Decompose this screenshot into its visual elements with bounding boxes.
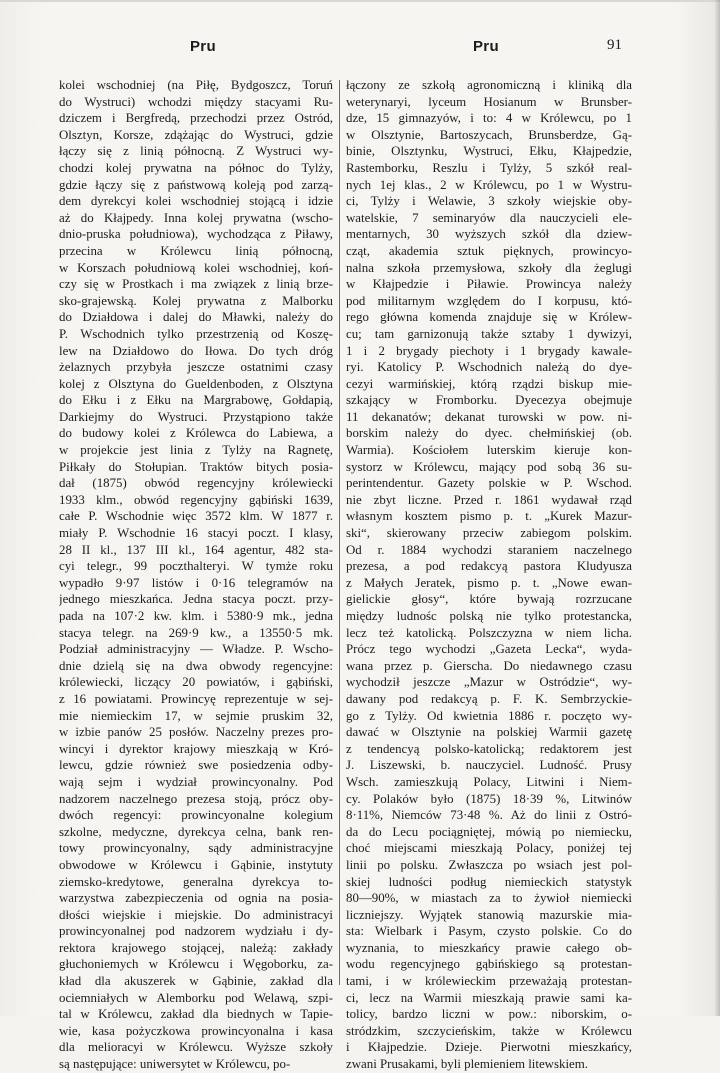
text-line: chodzi kolej prywatna na północ do Tylży, <box>59 160 333 175</box>
text-line: dawać w Olsztynie na polskiej Warmii gazetę <box>346 725 632 740</box>
text-line: obwodowe w Królewcu i Gąbinie, instytuty <box>59 857 333 872</box>
text-line: warzystwa zabezpieczenia od ognia na posia- <box>59 891 333 906</box>
top-edge <box>0 0 720 2</box>
text-line: całe P. Wschodnie więc 3572 klm. W 1877 r. <box>59 509 333 524</box>
text-line: 11 dekanatów; dekanat turowski w pow. ni- <box>346 409 632 424</box>
text-line: wypadło 9·97 listów i 0·16 telegramów na <box>59 575 333 590</box>
text-line: łączony ze szkołą agronomiczną i kliniką dla <box>346 78 632 92</box>
text-line: wincyi i dyrektor krajowy mieszkają w Kró- <box>59 741 333 756</box>
text-line: binie, Olsztynku, Wystruci, Ełku, Kłajpedzie, <box>346 144 632 159</box>
page-edge-shadow <box>714 0 720 1016</box>
text-line: cyi telegr., 99 poczthalteryi. W tymże roku <box>59 559 333 574</box>
text-line: Podział administracyjny — Władze. P. Wscho- <box>59 642 333 657</box>
text-line: stacya telegr. na 269·9 kw., a 13550·5 mk. <box>59 625 333 640</box>
text-line: Od r. 1884 wychodzi staraniem naczelnego <box>346 542 632 557</box>
text-line: Rastemborku, Reszlu i Tylży, 5 szkół real- <box>346 160 632 175</box>
text-line: w izbie panów 25 posłów. Naczelny prezes pro- <box>59 725 333 740</box>
text-line: wie, kasa pożyczkowa prowincyonalna i kasa <box>59 1023 333 1038</box>
text-line: 80—90%, w miastach za to żywioł niemiecki <box>346 891 632 906</box>
text-line: z Małych Jeratek, pismo p. t. „Nowe ewan- <box>346 575 632 590</box>
text-line: szkolne, medyczne, dyrekcya celna, bank ren- <box>59 824 333 839</box>
text-line: miały P. Wschodnie 16 stacyi poczt. I klasy, <box>59 526 333 541</box>
text-line: nadzorem naczelnego prezesa stoją, prócz oby- <box>59 791 333 806</box>
text-line: dłości wiejskie i miejskie. Do administracyi <box>59 907 333 922</box>
text-line: pod militarnym względem do I korpusu, któ- <box>346 293 632 308</box>
text-line: ski“, skierowany przeciw zabiegom polskim. <box>346 526 632 541</box>
text-line: w Korszach południową kolei wschodniej, koń- <box>59 260 333 275</box>
text-line: J. Liszewski, b. nauczyciel. Ludność. Prusy <box>346 758 632 773</box>
text-line: są następujące: uniwersytet w Królewcu, po- <box>59 1057 291 1072</box>
text-line: P. Wschodnich tylko przestrzenią od Koszę- <box>59 326 333 341</box>
page-number: 91 <box>607 37 622 53</box>
text-line: 28 II kl., 137 III kl., 164 agentur, 482 sta- <box>59 542 333 557</box>
text-line: zwani Prusakami, byli plemieniem litewskiem. <box>346 1057 589 1072</box>
text-line: mentarnych, 30 wyższych szkół dla dziew- <box>346 227 632 242</box>
text-line: dwóch regencyi: prowincyonalne kolegium <box>59 808 333 823</box>
running-head-right: Pru <box>473 38 499 55</box>
column-divider <box>339 80 340 985</box>
text-line: stródzkim, szczycieńskim, także w Królewcu <box>346 1023 632 1038</box>
text-line: wają sejm i wydział prowincyonalny. Pod <box>59 774 333 789</box>
text-line: cy. Polaków było (1875) 18·39 %, Litwinów <box>346 791 632 806</box>
text-line: prezesa, a pod redakcyą pastora Kludyusza <box>346 559 632 574</box>
text-line: Prócz tego wychodzi „Gazeta Lecka“, wyda- <box>346 642 632 657</box>
text-line: nie zbyt liczne. Przed r. 1861 wydawał rząd <box>346 492 632 507</box>
text-line: 1 i 2 brygady piechoty i 1 brygady kawale- <box>346 343 632 358</box>
text-line: rektora krajowego stojącej, należą: zakłady <box>59 940 333 955</box>
text-line: ziemsko-kredytowe, generalna dyrekcya to- <box>59 874 333 889</box>
running-head-left: Pru <box>190 38 216 55</box>
text-line: ci, lecz na Warmii mieszkają prawie sami ka- <box>346 990 632 1005</box>
text-line: łączy się z linią północną. Z Wystruci wy- <box>59 144 333 159</box>
text-line: da do Lecu pociągniętej, mówią po niemiecku, <box>346 824 632 839</box>
text-line: do budowy kolei z Królewca do Labiewa, a <box>59 426 333 441</box>
text-line: choć miejscami mieszkają Polacy, poniżej tej <box>346 841 632 856</box>
text-line: cezyi warmińskiej, którą rządzi biskup mie- <box>346 376 632 391</box>
text-line: gielickie głosy“, które bywają rozrzucane <box>346 592 632 607</box>
text-line: dał (1875) obwód regencyjny królewiecki <box>59 476 333 491</box>
text-line: wana przez p. Gierscha. Do niedawnego czasu <box>346 658 632 673</box>
text-line: królewiecki, liczący 20 powiatów, i gąbiński, <box>59 675 333 690</box>
text-line: w Kłajpedzie i Piławie. Prowincya należy <box>346 277 632 292</box>
text-line: przecina w Królewcu linią północną, <box>59 243 333 258</box>
text-line: ci, Tylży i Welawie, 3 szkoły wiejskie oby- <box>346 194 632 209</box>
text-line: wyznania, to mieszkańcy prawie całego ob- <box>346 940 632 955</box>
text-line: własnym kosztem pismo p. t. „Kurek Mazur- <box>346 509 632 524</box>
text-line: dla melioracyi w Królewcu. Wyższe szkoły <box>59 1040 333 1055</box>
text-line: dziczem i Bergfredą, przechodzi przez Ostród, <box>59 111 333 126</box>
text-line: lecz też katolicką. Polszczyzna w niem licha. <box>346 625 632 640</box>
text-line: dze, 15 gimnazyów, i to: 4 w Królewcu, po 1 <box>346 111 632 126</box>
text-line: dnie dzielą się na dwa obwody regencyjne: <box>59 658 333 673</box>
text-line: nalna szkoła przemysłowa, szkoły dla żeglugi <box>346 260 632 275</box>
text-line: kolei wschodniej (na Piłę, Bydgoszcz, Toruń <box>59 78 333 92</box>
text-line: dem dyrekcyi kolei wschodniej stojącą i idzie <box>59 194 333 209</box>
text-line: linii po polsku. Zwłaszcza po wsiach jest pol- <box>346 857 632 872</box>
text-line: wychodził jeszcze „Mazur w Ostródzie“, wy- <box>346 675 632 690</box>
text-line: kład dla akuszerek w Gąbinie, zakład dla <box>59 974 333 989</box>
text-line: w Olsztynie, Bartoszycach, Brunsberdze, Gą- <box>346 127 632 142</box>
text-line: Wsch. zamieszkują Polacy, Litwini i Niem- <box>346 774 632 789</box>
text-line: cząt, akademia sztuk pięknych, prowincyo- <box>346 243 632 258</box>
text-line: perintendentur. Gazety polskie w P. Wschod. <box>346 476 632 491</box>
text-line: żelaznych przybyła jeszcze ostatnimi czasy <box>59 360 333 375</box>
text-line: 1933 klm., obwód regencyjny gąbiński 1639, <box>59 492 333 507</box>
text-line: Piłkały do Stołupian. Traktów bitych posia- <box>59 459 333 474</box>
text-line: tami, i w królewieckim przeważają protestan- <box>346 974 632 989</box>
text-line: mie niemieckim 17, w sejmie pruskim 32, <box>59 708 333 723</box>
text-line: ryi. Katolicy P. Wschodnich należą do dye- <box>346 360 632 375</box>
text-line: Olsztyn, Korsze, zdążając do Wystruci, gdzie <box>59 127 333 142</box>
text-line: między ludnośc polską nie tylko protestancka, <box>346 609 632 623</box>
text-line: rego główna komenda znajduje się w Królew- <box>346 310 632 325</box>
text-line: nych 1ej klas., 2 w Królewcu, po 1 w Wystru- <box>346 177 632 192</box>
text-line: weterynaryi, lyceum Hosianum w Brunsber- <box>346 94 632 109</box>
text-line: tolicy, bardzo liczni w pow.: niborskim, o- <box>346 1007 632 1022</box>
left-column <box>59 77 333 1073</box>
text-line: gdzie łączy się z państwową koleją pod zarzą- <box>59 177 333 192</box>
text-line: sko-grajewską. Kolej prywatna z Malborku <box>59 293 333 308</box>
text-line: i Kłajpedzie. Dzieje. Pierwotni mieszkańcy, <box>346 1040 632 1055</box>
text-line: pada na 107·2 kw. klm. i 5380·9 mk., jedna <box>59 609 333 623</box>
text-line: Warmia). Kościołem luterskim kieruje kon- <box>346 443 632 458</box>
text-line: go z Tylży. Od kwietnia 1886 r. poczęto wy- <box>346 708 632 723</box>
text-line: z 16 powiatami. Prowincyę reprezentuje w sej- <box>59 691 333 706</box>
text-line: kolej z Olsztyna do Gueldenboden, z Olsztyna <box>59 376 333 391</box>
text-line: lewcu, gdzie również swe posiedzenia odby- <box>59 758 333 773</box>
text-line: 8·11%, Niemców 73·48 %. Aż do linii z Ostró- <box>346 808 632 823</box>
text-line: sta: Wielbark i Pasym, czysto polskie. Co do <box>346 924 632 939</box>
text-line: cu; tam garnizonują także sztaby 1 dywizyi, <box>346 326 632 341</box>
text-line: dnio-pruska południowa), wychodząca z Piławy, <box>59 227 333 242</box>
text-line: jednego mieszkańca. Jedna stacya poczt. przy- <box>59 592 333 607</box>
text-line: czy się w Prostkach i ma związek z linią brze- <box>59 277 333 292</box>
text-line: wodu regencyjnego gąbińskiego są protestan- <box>346 957 632 972</box>
text-line: borskim należy do dyec. chełmińskiej (ob. <box>346 426 632 441</box>
text-line: Darkiejmy do Wystruci. Przystąpiono także <box>59 409 333 424</box>
text-line: szkający w Fromborku. Dyecezya obejmuje <box>346 393 632 408</box>
text-line: prowincyonalnej pod nadzorem wydziału i dy- <box>59 924 333 939</box>
text-line: liczniejszy. Wyjątek stanowią mazurskie mia- <box>346 907 632 922</box>
text-line: ociemniałych w Alemborku pod Welawą, szpi- <box>59 990 333 1005</box>
text-line: lew na Działdowo do Iłowa. Do tych dróg <box>59 343 333 358</box>
text-line: do Wystruci) wchodzi między stacyami Ru- <box>59 94 333 109</box>
text-line: watelskie, 7 seminaryów dla nauczycieli ele- <box>346 210 632 225</box>
text-line: z tendencyą polsko-katolicką; redaktorem jest <box>346 741 632 756</box>
text-line: w projekcie jest linia z Tylży na Ragnetę, <box>59 443 333 458</box>
text-line: dawany pod redakcyą p. F. K. Sembrzyckie- <box>346 691 632 706</box>
text-line: głuchoniemych w Królewcu i Węgoborku, za- <box>59 957 333 972</box>
text-line: systorz w Królewcu, mający pod sobą 36 su- <box>346 459 632 474</box>
text-line: tal w Królewcu, zakład dla biednych w Tapie- <box>59 1007 333 1022</box>
text-line: towy prowincyonalny, sądy administracyjne <box>59 841 333 856</box>
text-line: aż do Kłajpedy. Inna kolej prywatna (wscho- <box>59 210 333 225</box>
text-line: do Działdowa i dalej do Mławki, należy do <box>59 310 333 325</box>
right-column <box>346 77 632 1073</box>
text-line: do Ełku i z Ełku na Margrabowę, Gołdapią, <box>59 393 333 408</box>
text-line: skiej ludności podług niemieckich statystyk <box>346 874 632 889</box>
